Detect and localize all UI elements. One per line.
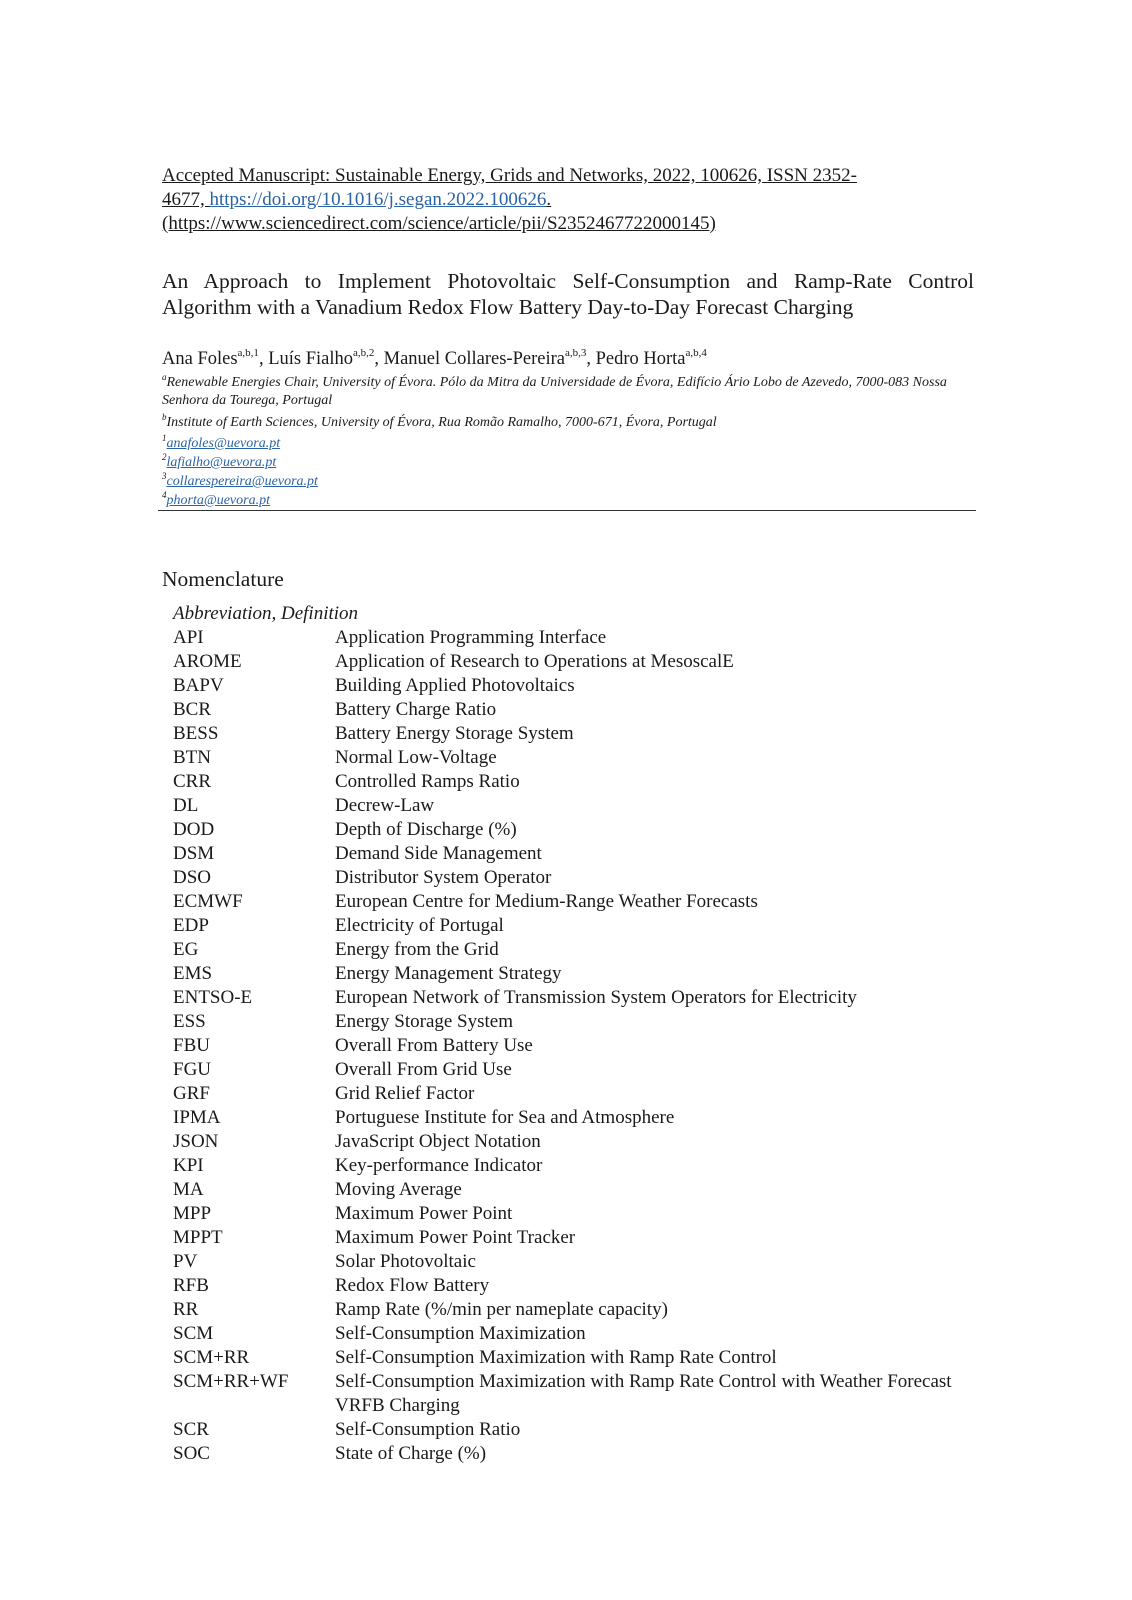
abbreviation: EDP (173, 915, 209, 936)
nomenclature-row (173, 1250, 953, 1274)
abbreviation: MPPT (173, 1227, 223, 1248)
author-name: Manuel Collares-Pereira (383, 349, 565, 369)
abbreviation: DSO (173, 867, 212, 888)
abbreviation: ENTSO-E (173, 987, 253, 1008)
author-separator: , (258, 349, 269, 369)
definition: Building Applied Photovoltaics (335, 675, 575, 696)
definition: Overall From Grid Use (335, 1059, 512, 1080)
definition: Demand Side Management (335, 843, 542, 864)
definition: Key-performance Indicator (335, 1155, 543, 1176)
abbreviation: EG (173, 939, 199, 960)
nomenclature-row (173, 1082, 953, 1106)
affiliation-text: Institute of Earth Sciences, University of Évora, Rua Romão Ramalho, 7000-671, Évora, Portugal (166, 415, 717, 430)
nomenclature-row (173, 650, 953, 674)
abbreviation: BAPV (173, 675, 224, 696)
accepted-line-2 (162, 188, 974, 212)
accepted-manuscript-notice (162, 164, 974, 236)
nomenclature-row (173, 794, 953, 818)
accepted-line-1: Accepted Manuscript: Sustainable Energy, Grids and Networks, 2022, 100626, ISSN 2352- (162, 165, 857, 186)
definition: Electricity of Portugal (335, 915, 504, 936)
affiliation (162, 374, 974, 410)
nomenclature-row (173, 818, 953, 842)
nomenclature-row (173, 1442, 953, 1466)
definition: Grid Relief Factor (335, 1083, 475, 1104)
nomenclature-row (173, 626, 953, 650)
abbreviation: API (173, 627, 204, 648)
definition: European Centre for Medium-Range Weather Forecasts (335, 891, 758, 912)
abbreviation: GRF (173, 1083, 210, 1104)
email-list (162, 434, 974, 510)
header-divider (158, 510, 976, 511)
nomenclature-row (173, 986, 953, 1010)
definition: Overall From Battery Use (335, 1035, 533, 1056)
nomenclature-row (173, 1058, 953, 1082)
email-entry (162, 453, 974, 472)
abbreviation: EMS (173, 963, 213, 984)
sciencedirect-link[interactable]: (https://www.sciencedirect.com/science/article/pii/S2352467722000145) (162, 213, 716, 234)
paper-title: An Approach to Implement Photovoltaic Self-Consumption and Ramp-Rate Control Algorithm with a Vanadium Redox Flow Battery Day-to-Day Forecast Charging (162, 269, 974, 319)
nomenclature-row (173, 1154, 953, 1178)
definition: Energy Storage System (335, 1011, 514, 1032)
abbreviation: ECMWF (173, 891, 243, 912)
nomenclature-row (173, 1274, 953, 1298)
abbreviation: SCM (173, 1323, 214, 1344)
definition: JavaScript Object Notation (335, 1131, 541, 1152)
abbreviation: SCM+RR+WF (173, 1371, 289, 1392)
abbreviation: DOD (173, 819, 215, 840)
abbreviation: DL (173, 795, 199, 816)
author-name: Ana Foles (162, 349, 238, 369)
nomenclature-row (173, 914, 953, 938)
definition: Maximum Power Point (335, 1203, 513, 1224)
nomenclature-column-header: Abbreviation, Definition (173, 603, 359, 624)
accepted-line-2-prefix: 4677, (162, 189, 210, 210)
email-link[interactable]: anafoles@uevora.pt (166, 436, 281, 451)
email-link[interactable]: lafialho@uevora.pt (166, 455, 277, 470)
nomenclature-row (173, 770, 953, 794)
author-affiliation-marker: a,b,3 (564, 347, 587, 359)
email-entry (162, 491, 974, 510)
affiliation-list (162, 374, 974, 432)
abbreviation: MA (173, 1179, 204, 1200)
nomenclature-row (173, 1322, 953, 1346)
abbreviation: RR (173, 1299, 199, 1320)
definition: Normal Low-Voltage (335, 747, 497, 768)
author-name: Pedro Horta (595, 349, 686, 369)
nomenclature-row (173, 746, 953, 770)
abbreviation: SCM+RR (173, 1347, 250, 1368)
abbreviation: SCR (173, 1419, 209, 1440)
author-affiliation-marker: a,b,2 (352, 347, 375, 359)
abbreviation: BTN (173, 747, 211, 768)
abbreviation: ESS (173, 1011, 206, 1032)
nomenclature-row (173, 698, 953, 722)
definition: Self-Consumption Maximization with Ramp Rate Control (335, 1347, 777, 1368)
nomenclature-row (173, 1370, 953, 1418)
definition: Self-Consumption Maximization with Ramp Rate Control with Weather Forecast VRFB Charging (335, 1371, 952, 1416)
nomenclature-row (173, 866, 953, 890)
definition: Decrew-Law (335, 795, 435, 816)
nomenclature-row (173, 1298, 953, 1322)
nomenclature-row (173, 1346, 953, 1370)
author-list (162, 348, 974, 370)
nomenclature-heading: Nomenclature (162, 567, 284, 591)
affiliation (162, 414, 974, 432)
email-marker: 4 (162, 490, 167, 500)
email-marker: 3 (162, 471, 167, 481)
definition: Controlled Ramps Ratio (335, 771, 520, 792)
definition: Application Programming Interface (335, 627, 607, 648)
doi-link[interactable]: https://doi.org/10.1016/j.segan.2022.100626 (209, 189, 547, 210)
nomenclature-table (173, 602, 953, 1466)
affiliation-marker: b (162, 412, 167, 422)
definition: Maximum Power Point Tracker (335, 1227, 576, 1248)
nomenclature-row (173, 1418, 953, 1442)
definition: Battery Charge Ratio (335, 699, 497, 720)
nomenclature-row (173, 842, 953, 866)
definition: Ramp Rate (%/min per nameplate capacity) (335, 1299, 668, 1320)
abbreviation: FGU (173, 1059, 212, 1080)
definition: Self-Consumption Ratio (335, 1419, 521, 1440)
abbreviation: SOC (173, 1443, 210, 1464)
abbreviation: IPMA (173, 1107, 221, 1128)
author-separator: , (374, 349, 384, 369)
affiliation-marker: a (162, 372, 167, 382)
nomenclature-row (173, 1106, 953, 1130)
affiliation-text: Renewable Energies Chair, University of Évora. Pólo da Mitra da Universidade de Évora, Edifício Ário Lobo de Azevedo, 7000-083 Nossa Senhora da Tourega, Portugal (162, 375, 947, 408)
abbreviation: DSM (173, 843, 215, 864)
nomenclature-row (173, 1226, 953, 1250)
email-link[interactable]: phorta@uevora.pt (166, 493, 270, 508)
definition: Moving Average (335, 1179, 462, 1200)
definition: Redox Flow Battery (335, 1275, 490, 1296)
abbreviation: BESS (173, 723, 219, 744)
nomenclature-row (173, 890, 953, 914)
abbreviation: MPP (173, 1203, 212, 1224)
abbreviation: JSON (173, 1131, 219, 1152)
accepted-line-2-suffix: . (546, 189, 552, 210)
email-marker: 1 (162, 433, 167, 443)
email-marker: 2 (162, 452, 167, 462)
definition: Self-Consumption Maximization (335, 1323, 586, 1344)
email-entry (162, 472, 974, 491)
nomenclature-row (173, 1202, 953, 1226)
nomenclature-row (173, 674, 953, 698)
author-affiliation-marker: a,b,4 (685, 347, 707, 359)
abbreviation: CRR (173, 771, 212, 792)
abbreviation: FBU (173, 1035, 210, 1056)
nomenclature-row (173, 1130, 953, 1154)
abbreviation: AROME (173, 651, 242, 672)
nomenclature-row (173, 1034, 953, 1058)
email-entry (162, 434, 974, 453)
author-separator: , (586, 349, 596, 369)
definition: Energy Management Strategy (335, 963, 562, 984)
author-affiliation-marker: a,b,1 (237, 347, 259, 359)
author-name: Luís Fialho (268, 349, 353, 369)
nomenclature-row (173, 938, 953, 962)
definition: State of Charge (%) (335, 1443, 487, 1464)
email-link[interactable]: collarespereira@uevora.pt (166, 474, 318, 489)
nomenclature-row (173, 722, 953, 746)
paper-front-matter (162, 164, 974, 510)
definition: Depth of Discharge (%) (335, 819, 517, 840)
nomenclature-rows (173, 626, 953, 1466)
definition: Distributor System Operator (335, 867, 552, 888)
abbreviation: PV (173, 1251, 198, 1272)
nomenclature-row (173, 1178, 953, 1202)
definition: Battery Energy Storage System (335, 723, 574, 744)
abbreviation: BCR (173, 699, 212, 720)
abbreviation: KPI (173, 1155, 204, 1176)
abbreviation: RFB (173, 1275, 209, 1296)
definition: Solar Photovoltaic (335, 1251, 476, 1272)
definition: Energy from the Grid (335, 939, 499, 960)
nomenclature-row (173, 1010, 953, 1034)
definition: European Network of Transmission System Operators for Electricity (335, 987, 857, 1008)
definition: Application of Research to Operations at MesoscalE (335, 651, 734, 672)
nomenclature-row (173, 962, 953, 986)
definition: Portuguese Institute for Sea and Atmosphere (335, 1107, 675, 1128)
